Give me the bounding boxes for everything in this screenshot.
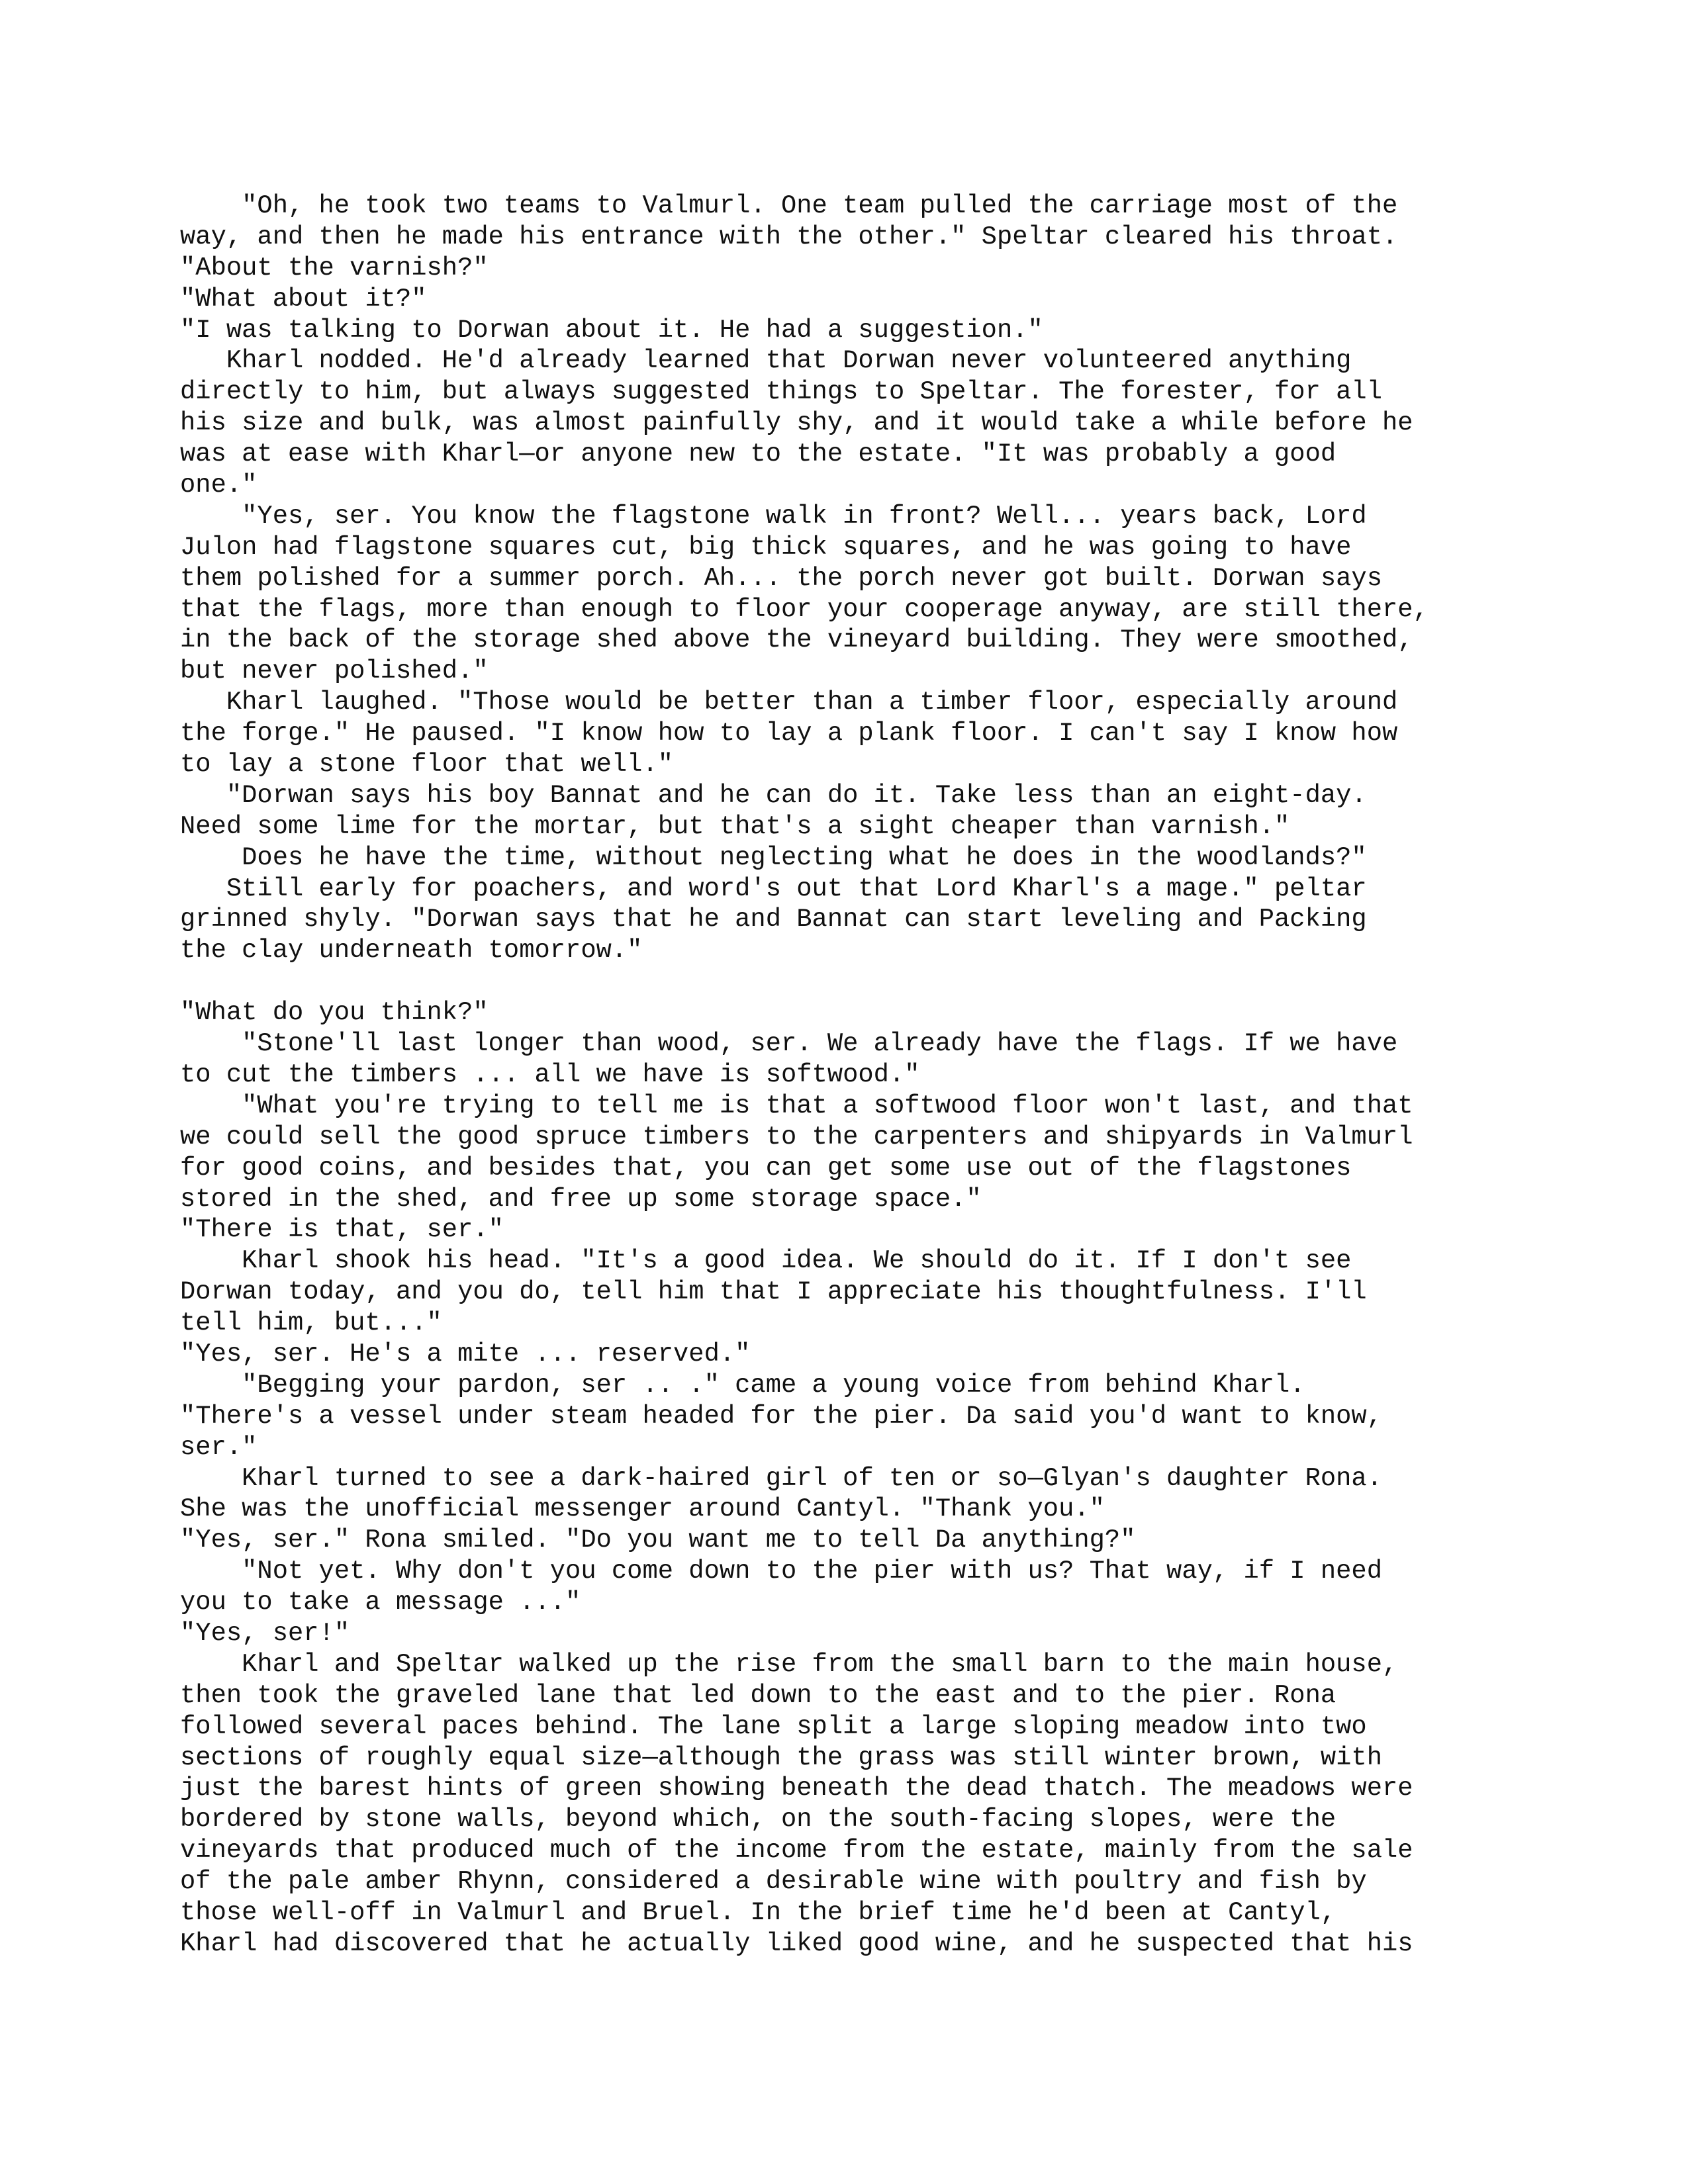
text-line: then took the graveled lane that led down to the east and to the pier. Rona — [180, 1680, 1336, 1710]
text-line: those well-off in Valmurl and Bruel. In the brief time he'd been at Cantyl, — [180, 1897, 1336, 1927]
text-line: "What about it?" — [180, 284, 427, 314]
text-line: Julon had flagstone squares cut, big thick squares, and he was going to have — [180, 532, 1352, 562]
text-line: tell him, but..." — [180, 1308, 442, 1338]
text-line: to lay a stone floor that well." — [180, 750, 674, 780]
text-line: for good coins, and besides that, you can get some use out of the flagstones — [180, 1153, 1352, 1183]
text-line: ser." — [180, 1432, 258, 1462]
text-line: "Yes, ser. You know the flagstone walk in front? Well... years back, Lord — [180, 501, 1367, 531]
text-line: way, and then he made his entrance with the other." Speltar cleared his throat. — [180, 222, 1398, 251]
text-line: we could sell the good spruce timbers to the carpenters and shipyards in Valmurl — [180, 1122, 1413, 1152]
text-line: followed several paces behind. The lane split a large sloping meadow into two — [180, 1711, 1367, 1741]
text-line: "Begging your pardon, ser .. ." came a young voice from behind Kharl. — [180, 1370, 1305, 1400]
text-line: Kharl turned to see a dark-haired girl of ten or so—Glyan's daughter Rona. — [180, 1463, 1382, 1493]
text-line: grinned shyly. "Dorwan says that he and Bannat can start leveling and Packing — [180, 905, 1367, 934]
text-line: "What you're trying to tell me is that a softwood floor won't last, and that — [180, 1091, 1413, 1120]
text-line: one." — [180, 471, 258, 500]
text-line: She was the unofficial messenger around Cantyl. "Thank you." — [180, 1494, 1105, 1524]
text-line: Kharl laughed. "Those would be better than a timber floor, especially around — [180, 688, 1398, 717]
text-line: was at ease with Kharl—or anyone new to the estate. "It was probably a good — [180, 439, 1336, 469]
text-line: Still early for poachers, and word's out that Lord Kharl's a mage." peltar — [180, 874, 1367, 903]
text-line: to cut the timbers ... all we have is softwood." — [180, 1060, 920, 1089]
text-line: "There is that, ser." — [180, 1215, 504, 1245]
text-line: his size and bulk, was almost painfully shy, and it would take a while before he — [180, 408, 1413, 438]
text-line: "Yes, ser." Rona smiled. "Do you want me to tell Da anything?" — [180, 1525, 1136, 1555]
document-text-body — [180, 191, 1544, 1960]
text-line — [180, 966, 1544, 997]
text-line: sections of roughly equal size—although the grass was still winter brown, with — [180, 1743, 1382, 1772]
text-line: them polished for a summer porch. Ah... the porch never got built. Dorwan says — [180, 563, 1382, 593]
text-line: "There's a vessel under steam headed for the pier. Da said you'd want to know, — [180, 1401, 1382, 1431]
document-page — [180, 191, 1544, 1960]
text-line: "Yes, ser!" — [180, 1618, 350, 1648]
text-line: but never polished." — [180, 657, 489, 686]
text-line: Kharl had discovered that he actually liked good wine, and he suspected that his — [180, 1929, 1413, 1958]
text-line: vineyards that produced much of the income from the estate, mainly from the sale — [180, 1836, 1413, 1866]
text-line: "Yes, ser. He's a mite ... reserved." — [180, 1339, 751, 1369]
text-line: Need some lime for the mortar, but that's a sight cheaper than varnish." — [180, 811, 1290, 841]
text-line: "About the varnish?" — [180, 253, 489, 283]
text-line: "I was talking to Dorwan about it. He had a suggestion." — [180, 315, 1043, 345]
text-line: "Oh, he took two teams to Valmurl. One team pulled the carriage most of the — [180, 191, 1398, 220]
text-line: directly to him, but always suggested things to Speltar. The forester, for all — [180, 377, 1382, 407]
text-line: Kharl nodded. He'd already learned that Dorwan never volunteered anything — [180, 346, 1352, 376]
text-line: Kharl and Speltar walked up the rise from the small barn to the main house, — [180, 1649, 1398, 1679]
text-line: that the flags, more than enough to floor your cooperage anyway, are still there, — [180, 594, 1429, 624]
text-line: "Stone'll last longer than wood, ser. We already have the flags. If we have — [180, 1029, 1398, 1059]
text-line: in the back of the storage shed above the vineyard building. They were smoothed, — [180, 625, 1413, 655]
text-line: "Not yet. Why don't you come down to the pier with us? That way, if I need — [180, 1557, 1382, 1586]
text-line: stored in the shed, and free up some storage space." — [180, 1184, 982, 1214]
text-line: Dorwan today, and you do, tell him that I appreciate his thoughtfulness. I'll — [180, 1277, 1367, 1307]
text-line: just the barest hints of green showing beneath the dead thatch. The meadows were — [180, 1774, 1413, 1803]
text-line: the clay underneath tomorrow." — [180, 936, 643, 966]
text-line: Does he have the time, without neglecting what he does in the woodlands?" — [180, 842, 1367, 872]
text-line: the forge." He paused. "I know how to lay a plank floor. I can't say I know how — [180, 719, 1398, 749]
text-line: Kharl shook his head. "It's a good idea. We should do it. If I don't see — [180, 1246, 1352, 1276]
text-line: "Dorwan says his boy Bannat and he can do it. Take less than an eight-day. — [180, 780, 1367, 810]
text-line: bordered by stone walls, beyond which, on the south-facing slopes, were the — [180, 1805, 1336, 1835]
text-line: "What do you think?" — [180, 998, 489, 1028]
text-line: you to take a message ..." — [180, 1588, 581, 1617]
text-line: of the pale amber Rhynn, considered a desirable wine with poultry and fish by — [180, 1867, 1367, 1897]
